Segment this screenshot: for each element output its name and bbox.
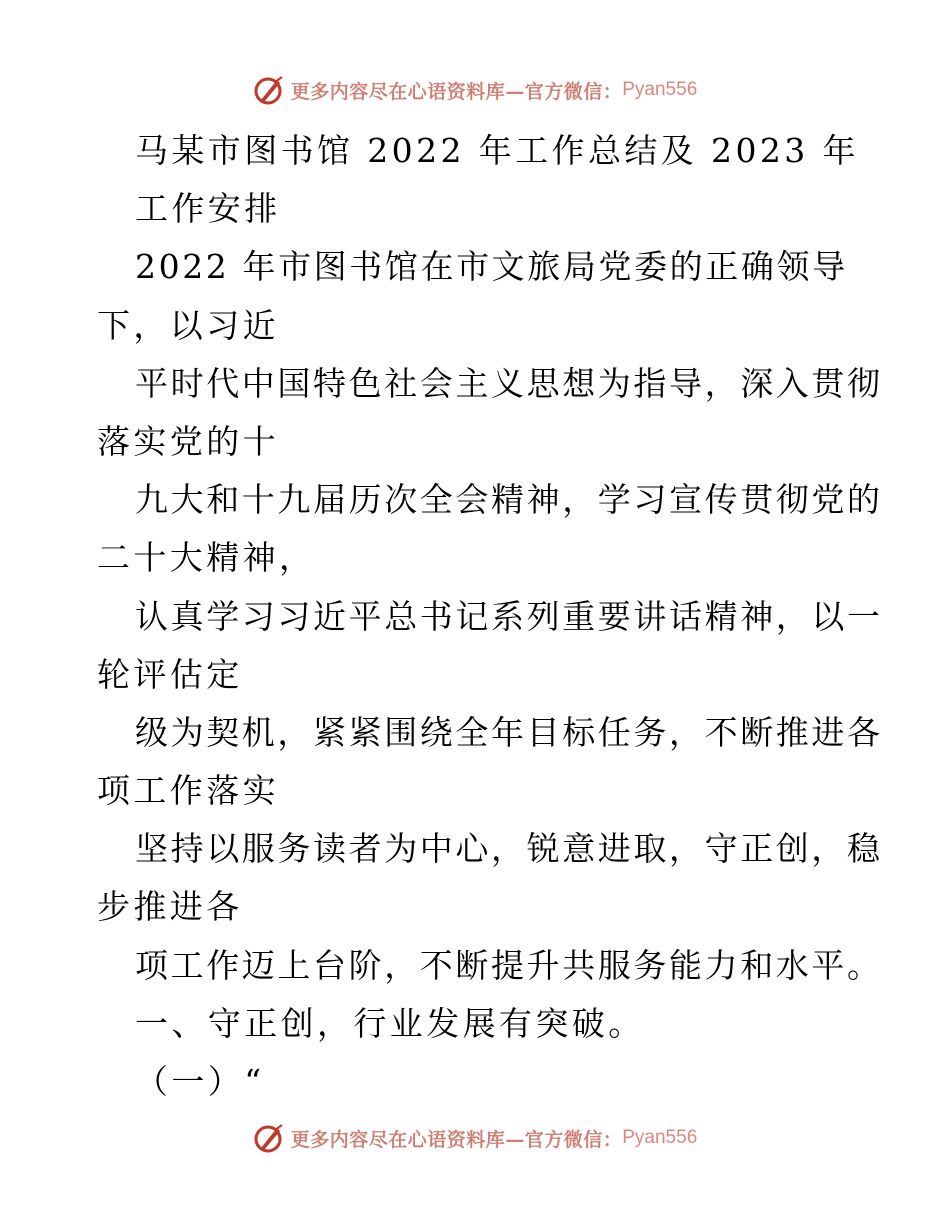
watermark-account: Pyan556	[622, 79, 698, 100]
watermark-text: 更多内容尽在心语资料库—官方微信：	[290, 1128, 623, 1151]
quill-circle-logo-icon	[253, 1122, 285, 1154]
doc-paragraph-line: 九大和十九届历次全会精神，学习宣传贯彻党的	[135, 480, 883, 520]
doc-paragraph-line: 落实党的十	[97, 421, 279, 461]
doc-paragraph-line: 轮评估定	[97, 654, 243, 694]
doc-title-line-1: 马某市图书馆 2022 年工作总结及 2023 年	[135, 131, 859, 170]
doc-paragraph-line: 级为契机，紧紧围绕全年目标任务，不断推进各	[135, 712, 883, 752]
document-body	[97, 122, 883, 1111]
doc-subsection-heading: （一）“	[135, 1062, 265, 1101]
doc-paragraph-line: 平时代中国特色社会主义思想为指导，深入贯彻	[135, 363, 883, 403]
quill-circle-logo-icon	[253, 74, 285, 106]
watermark-text: 更多内容尽在心语资料库—官方微信：	[290, 80, 623, 103]
doc-paragraph-line: 二十大精神，	[97, 538, 316, 578]
watermark-banner-bottom	[0, 1118, 950, 1158]
doc-paragraph-line: 认真学习习近平总书记系列重要讲话精神，以一	[135, 596, 883, 636]
doc-paragraph-line: 坚持以服务读者为中心，锐意进取，守正创，稳	[135, 829, 883, 869]
doc-paragraph-line: 下，以习近	[97, 305, 279, 345]
doc-paragraph-line: 2022 年市图书馆在市文旅局党委的正确领导	[135, 247, 848, 287]
doc-title-line-2: 工作安排	[135, 189, 281, 229]
doc-paragraph-line: 步推进各	[97, 887, 243, 927]
doc-section-heading: 一、守正创，行业发展有突破。	[135, 1003, 645, 1043]
doc-paragraph-line: 项工作迈上台阶，不断提升共服务能力和水平。	[135, 945, 883, 985]
watermark-account: Pyan556	[622, 1127, 698, 1148]
watermark-banner-top	[0, 70, 950, 110]
doc-paragraph-line: 项工作落实	[97, 771, 279, 811]
